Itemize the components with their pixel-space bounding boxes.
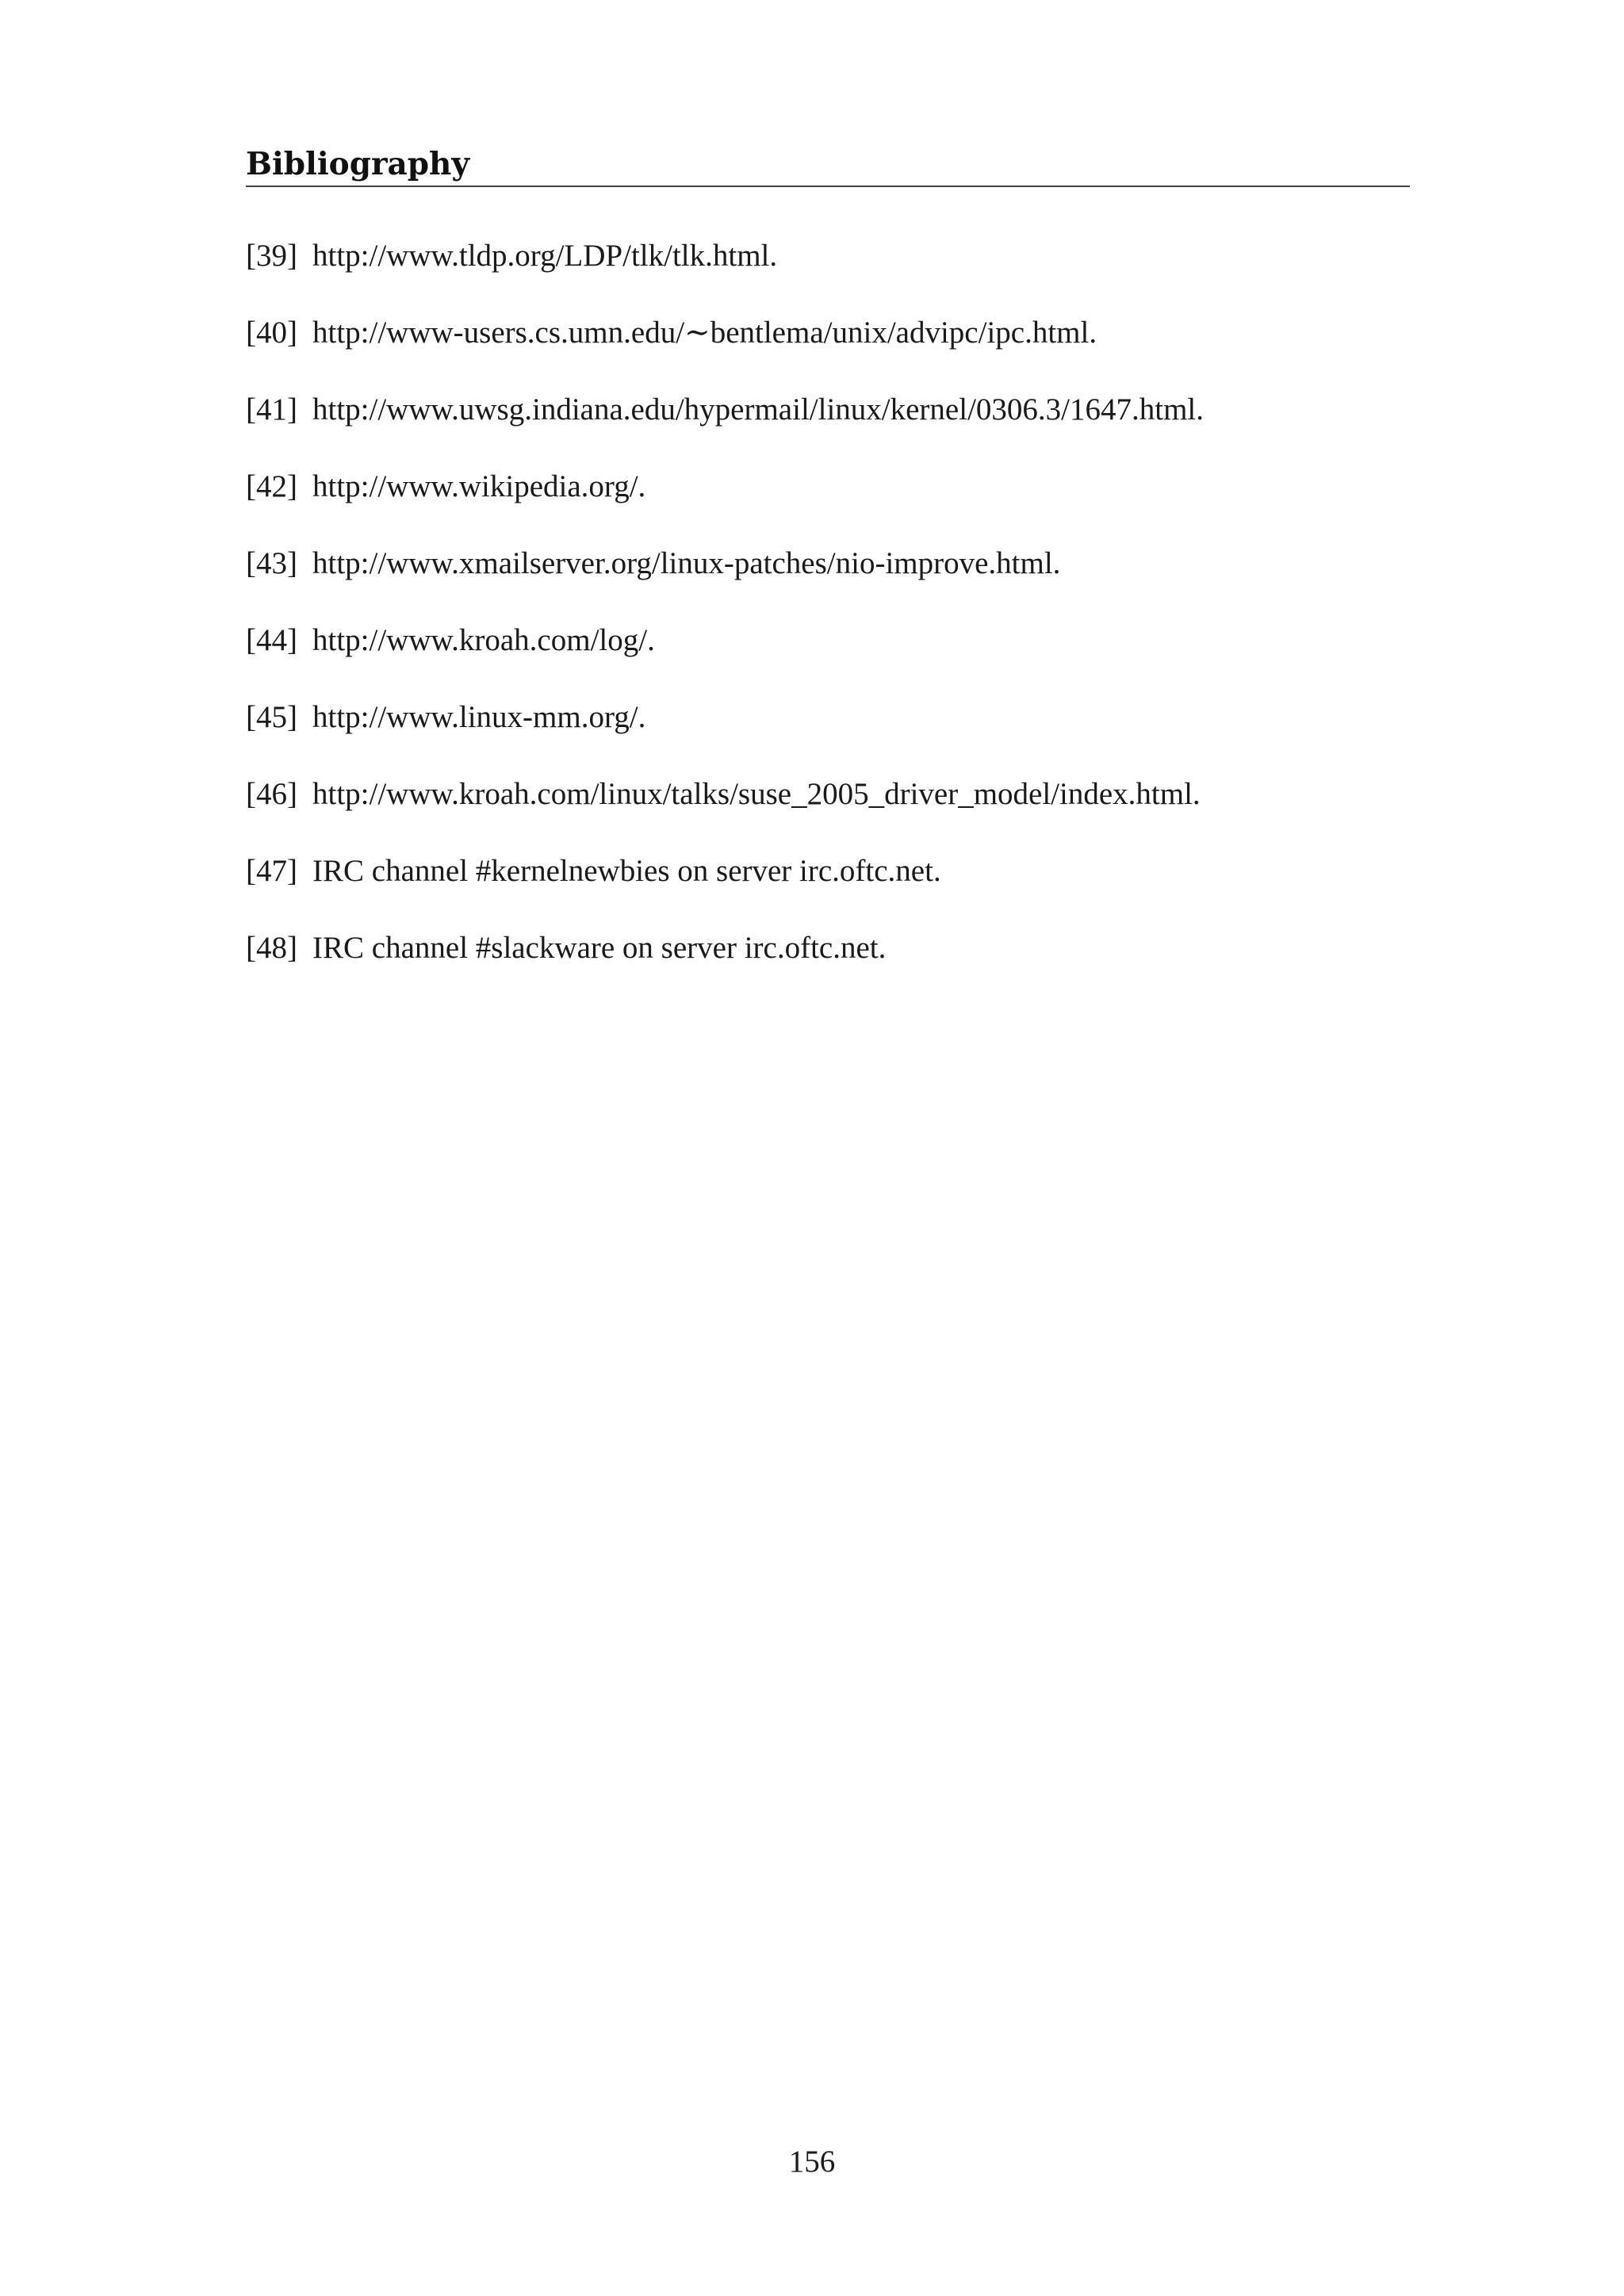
bibliography-entry: [246, 390, 1410, 467]
bibliography-entry: [246, 851, 1410, 928]
bibliography-entry: [246, 544, 1410, 621]
page-number: 156: [788, 2145, 836, 2179]
entry-label: [39]: [246, 239, 297, 273]
entry-text: http://www.kroah.com/log/.: [312, 623, 655, 657]
entry-text: http://www.tldp.org/LDP/tlk/tlk.html.: [312, 239, 778, 273]
header-rule: [246, 186, 1410, 187]
bibliography-entry: [246, 698, 1410, 775]
entry-text: http://www.linux-mm.org/.: [312, 700, 646, 734]
bibliography-entry: [246, 236, 1410, 313]
entry-text: http://www.uwsg.indiana.edu/hypermail/linux/kernel/0306.3/1647.html.: [312, 392, 1204, 427]
entry-label: [43]: [246, 546, 297, 580]
bibliography-list: [246, 236, 1410, 1005]
entry-label: [40]: [246, 316, 297, 350]
entry-label: [46]: [246, 777, 297, 811]
running-header: Bibliography: [246, 146, 470, 182]
bibliography-entry: [246, 467, 1410, 544]
entry-text: http://www-users.cs.umn.edu/∼bentlema/unix/advipc/ipc.html.: [312, 316, 1097, 350]
bibliography-entry: [246, 928, 1410, 1005]
entry-label: [48]: [246, 931, 297, 965]
entry-text: http://www.xmailserver.org/linux-patches/nio-improve.html.: [312, 546, 1061, 580]
entry-label: [42]: [246, 469, 297, 503]
entry-label: [45]: [246, 700, 297, 734]
entry-label: [41]: [246, 392, 297, 427]
entry-text: IRC channel #kernelnewbies on server irc.oftc.net.: [312, 854, 941, 888]
bibliography-entry: [246, 621, 1410, 698]
entry-text: http://www.kroah.com/linux/talks/suse_2005_driver_model/index.html.: [312, 777, 1201, 811]
entry-label: [47]: [246, 854, 297, 888]
entry-text: IRC channel #slackware on server irc.oftc.net.: [312, 931, 887, 965]
entry-text: http://www.wikipedia.org/.: [312, 469, 646, 503]
bibliography-entry: [246, 313, 1410, 390]
bibliography-entry: [246, 775, 1410, 851]
entry-label: [44]: [246, 623, 297, 657]
